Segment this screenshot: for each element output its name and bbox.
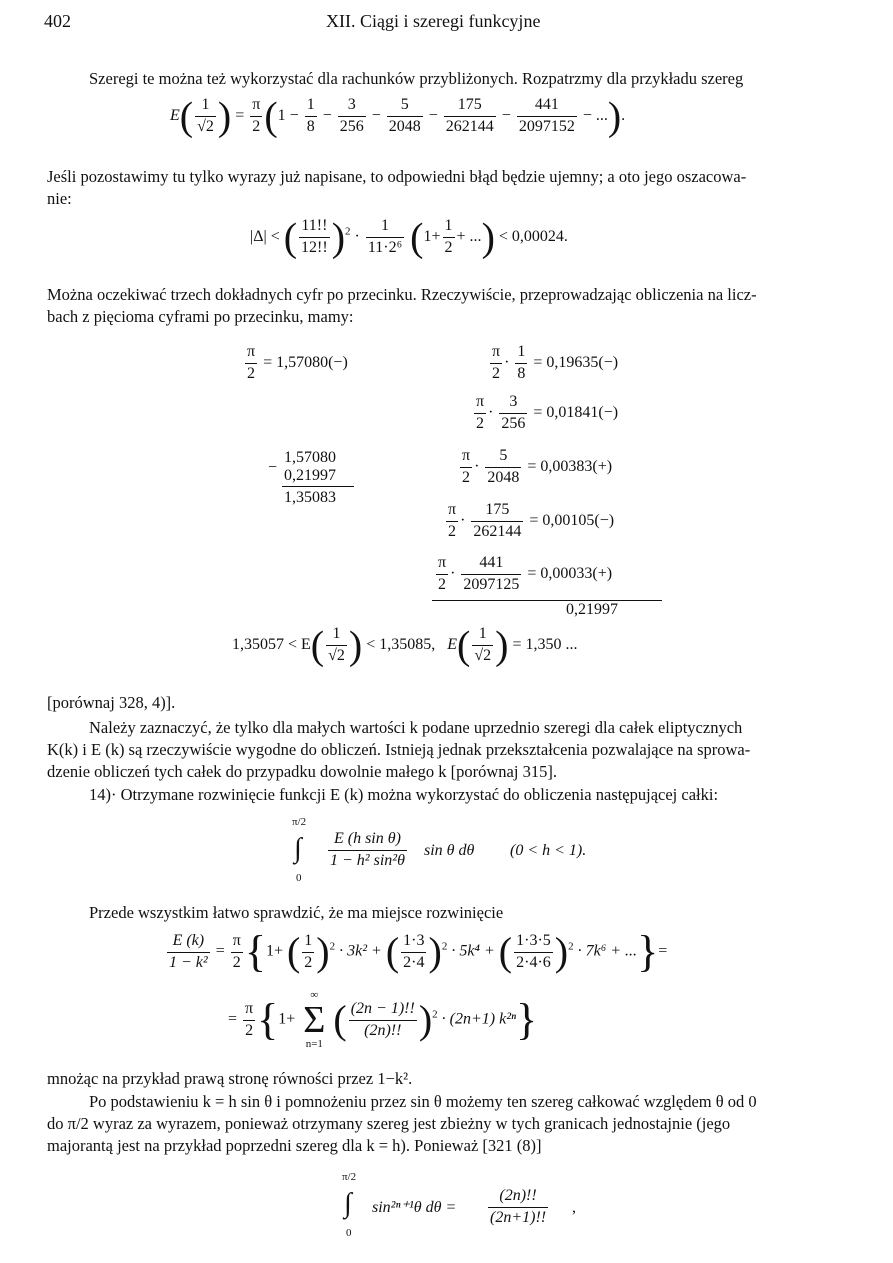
paragraph-expect-l2: bach z pięcioma cyframi po przecinku, mamy: [47,307,354,326]
equation-bounds: 1,35057 < E( $\frac{1}{√2}$ ) < 1,35085, E( $\frac{1}{√2}$ ) = 1,350 ... [232,622,578,668]
equation-series-e: E( $\frac{1}{√2}$ ) = $\frac{\pi}{2}$ (1 − $\frac{1}{8}$ − $\frac{3}{256}$ − $\frac{5}{2048}$ − $\frac{175}{262144}$ − $\frac{441}{2097152}$ − ...). [170,93,626,139]
page-number: 402 [44,11,71,31]
equation-expansion-2: = $\frac{\pi}{2}$ {1+ ∞ Σ n=1 ( $\frac{(2n - 1)!!}{(2n)!!}$ )$^2$ · (2n+1) k²ⁿ} [228,989,538,1050]
paragraph-expect-l1: Można oczekiwać trzech dokładnych cyfr po przecinku. Rzeczywiście, przeprowadzając obliczenia na licz- [47,285,757,304]
equation-integral-2: π/2 ∫ 0 sin²ⁿ⁺¹θ dθ = $\frac{(2n)!!}{(2n+1)!!}$ , [342,1171,576,1239]
calc-row: $\frac{\pi}{2}$ · $\frac{1}{8}$ = 0,19635(−) [492,343,619,382]
calc-row: $\frac{\pi}{2}$ · $\frac{3}{256}$ = 0,01841(−) [476,393,619,432]
equation-integral-1: π/2 ∫ 0 $\frac{\text{E (h sin θ)}}{\text{1 − h² sin²θ}}$ sin θ dθ (0 < h < 1). [292,816,587,884]
paragraph-compare: [porównaj 328, 4)]. [47,693,176,712]
paragraph-subst-l1: Po podstawieniu k = h sin θ i pomnożeniu przez sin θ możemy ten szereg całkować względem θ od 0 [89,1092,757,1111]
sum-rule [432,600,662,601]
calc-row: $\frac{\pi}{2}$ · $\frac{441}{2097125}$ = 0,00033(+) [438,554,613,593]
running-title: XII. Ciągi i szeregi funkcyjne [326,11,541,31]
paragraph-expansion-intro: Przede wszystkim łatwo sprawdzić, że ma miejsce rozwinięcie [89,903,504,922]
calc-pi-half: $\frac{\pi}{2}$ = 1,57080(−) [247,343,348,382]
calc-total: 0,21997 [566,601,618,618]
paragraph-multiply: mnożąc na przykład prawą stronę równości przez 1−k². [47,1069,413,1088]
paragraph-subst-l3: majorantą jest na przykład poprzedni szereg dla k = h). Ponieważ [321 (8)] [47,1136,542,1155]
paragraph-intro: Szeregi te można też wykorzystać dla rachunków przybliżonych. Rozpatrzmy dla przykładu szereg [89,69,744,88]
calc-subtraction: 1,57080 − 0,21997 1,35083 [268,448,368,516]
equation-expansion-1: $\frac{E (k)}{\text{1 − k²}}$ = $\frac{\pi}{2}$ {1+ ( $\frac{1}{2}$ )$^2$ · 3k² + ( $\frac{1\cdot 3}{2\cdot 4}$ )$^2$ · 5k⁴ + ( $\frac{1\cdot 3\cdot 5}{2\cdot 4\cdot 6}$ )$^2$ · 7k⁶ + ...}= [169,927,668,976]
paragraph-note-l1: Należy zaznaczyć, że tylko dla małych wartości k podane uprzednio szeregi dla całek eliptycznych [89,718,743,737]
calc-row: $\frac{\pi}{2}$ · $\frac{5}{2048}$ = 0,00383(+) [462,447,613,486]
equation-error-bound: |Δ| < ( $\frac{11!!}{12!!}$ )$^2$ · $\frac{1}{\text{11·2⁶}}$ (1+ $\frac{1}{2}$ + ...) < 0,00024. [250,214,568,260]
paragraph-subst-l2: do π/2 wyraz za wyrazem, ponieważ otrzymany szereg jest zbieżny w tych granicach jednostajnie (jego [47,1114,731,1133]
paragraph-error-l2: nie: [47,189,72,208]
paragraph-error-l1: Jeśli pozostawimy tu tylko wyrazy już napisane, to odpowiedni błąd będzie ujemny; a oto jego oszacowa- [47,167,747,186]
paragraph-item-14: 14)· Otrzymane rozwinięcie funkcji E (k) można wykorzystać do obliczenia następującej całki: [89,785,719,804]
calc-row: $\frac{\pi}{2}$ · $\frac{175}{262144}$ = 0,00105(−) [448,501,615,540]
paragraph-note-l2: K(k) i E (k) są rzeczywiście wygodne do obliczeń. Istnieją jednak przekształcenia pozwalające na sprowa- [47,740,751,759]
paragraph-note-l3: dzenie obliczeń tych całek do przypadku dowolnie małego k [porównaj 315]. [47,762,557,781]
